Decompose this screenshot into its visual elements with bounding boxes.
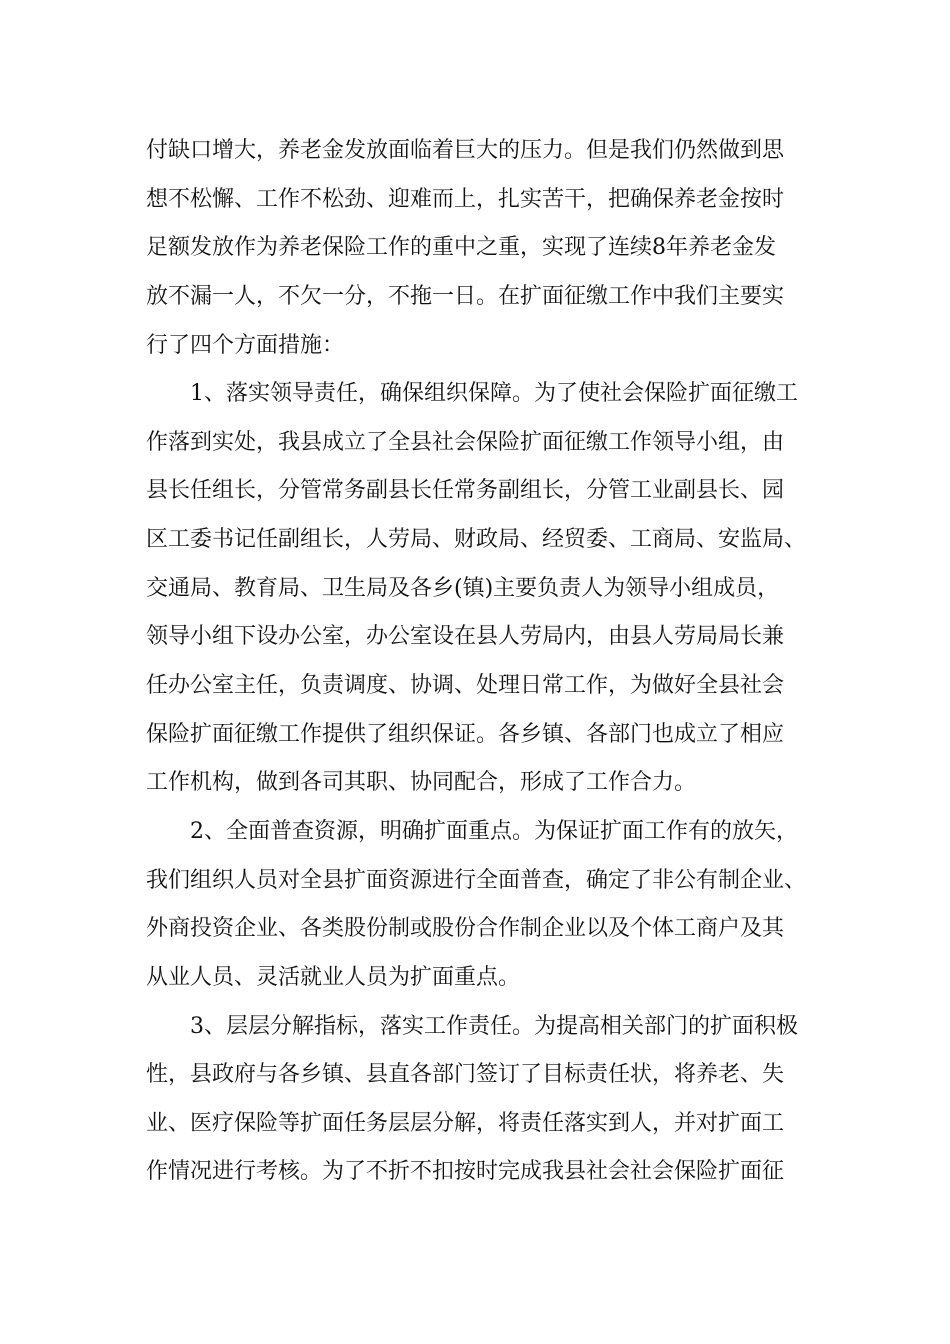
text-line: 2、全面普查资源，明确扩面重点。为保证扩面工作有的放矢，: [190, 818, 798, 844]
text-line: 1、落实领导责任，确保组织保障。为了使社会保险扩面征缴工: [190, 381, 798, 407]
body-text: [146, 127, 826, 1197]
text-line: 作情况进行考核。为了不折不扣按时完成我县社会社会保险扩面征: [146, 1159, 785, 1185]
text-line: 作落到实处，我县成立了全县社会保险扩面征缴工作领导小组，由: [146, 429, 785, 455]
text-line: 性，县政府与各乡镇、县直各部门签订了目标责任状，将养老、失: [146, 1062, 785, 1088]
text-line: 交通局、教育局、卫生局及各乡(镇)主要负责人为领导小组成员，: [146, 575, 780, 601]
text-line: 放不漏一人，不欠一分，不拖一日。在扩面征缴工作中我们主要实: [146, 283, 785, 309]
text-line: 外商投资企业、各类股份制或股份合作制企业以及个体工商户及其: [146, 916, 785, 942]
text-line: 区工委书记任副组长，人劳局、财政局、经贸委、工商局、安监局、: [146, 527, 807, 553]
text-line: 工作机构，做到各司其职、协同配合，形成了工作合力。: [146, 770, 697, 796]
text-line: 从业人员、灵活就业人员为扩面重点。: [146, 964, 521, 990]
text-line: 足额发放作为养老保险工作的重中之重，实现了连续8年养老金发: [146, 235, 776, 261]
text-line: 县长任组长，分管常务副县长任常务副组长，分管工业副县长、园: [146, 478, 785, 504]
text-line: 保险扩面征缴工作提供了组织保证。各乡镇、各部门也成立了相应: [146, 721, 785, 747]
text-line: 领导小组下设办公室，办公室设在县人劳局内，由县人劳局局长兼: [146, 624, 785, 650]
text-line: 想不松懈、工作不松劲、迎难而上，扎实苦干，把确保养老金按时: [146, 186, 785, 212]
text-line: 我们组织人员对全县扩面资源进行全面普查，确定了非公有制企业、: [146, 867, 807, 893]
text-line: 业、医疗保险等扩面任务层层分解，将责任落实到人，并对扩面工: [146, 1110, 785, 1136]
text-line: 任办公室主任，负责调度、协调、处理日常工作，为做好全县社会: [146, 673, 785, 699]
text-line: 3、层层分解指标，落实工作责任。为提高相关部门的扩面积极: [190, 1013, 798, 1039]
text-line: 付缺口增大，养老金发放面临着巨大的压力。但是我们仍然做到思: [146, 138, 785, 163]
text-line: 行了四个方面措施：: [146, 332, 345, 358]
